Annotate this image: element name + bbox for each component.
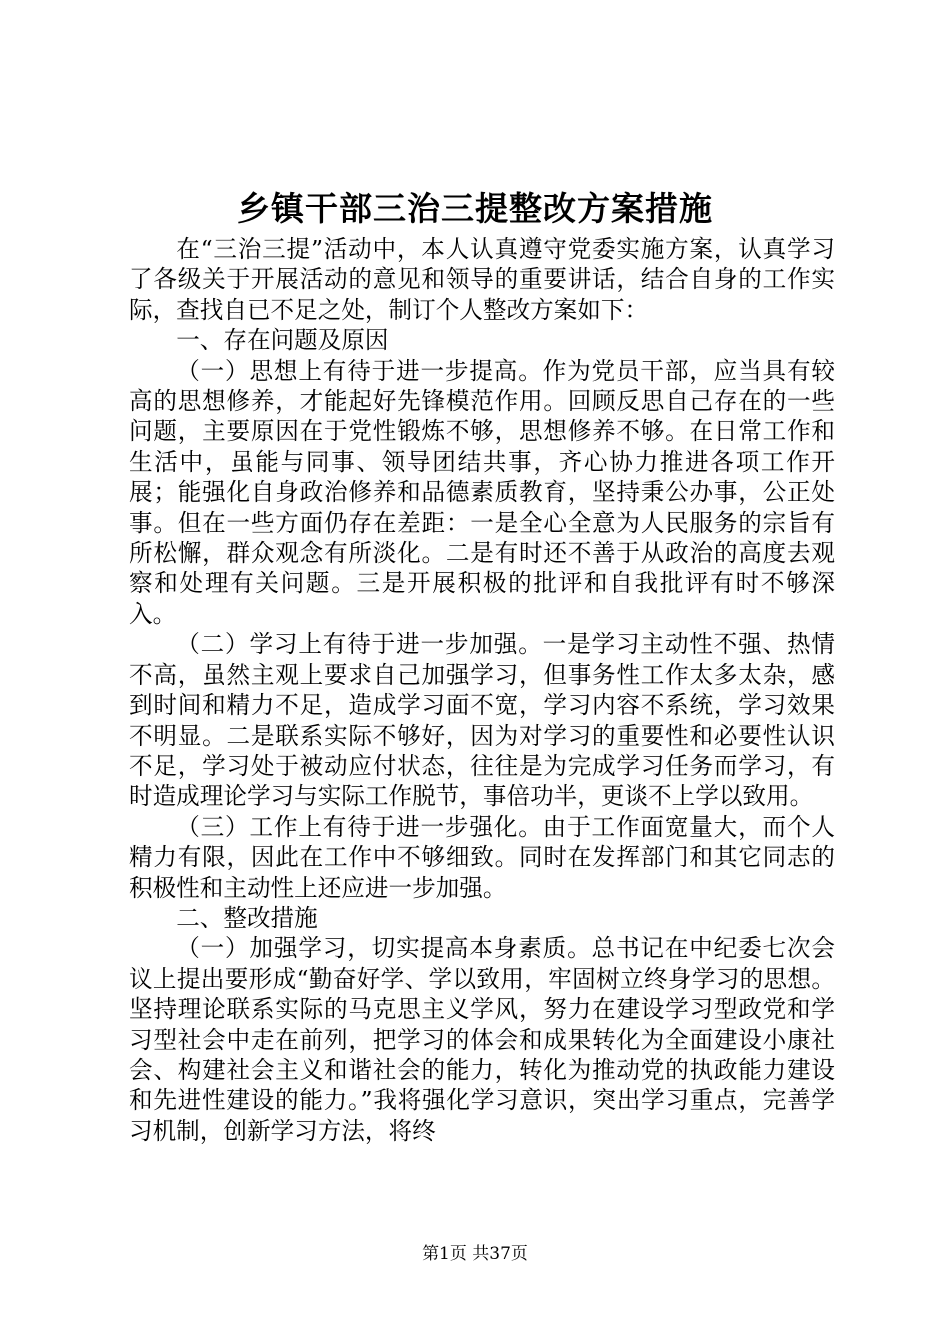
- paragraph-study: （二）学习上有待于进一步加强。一是学习主动性不强、热情不高，虽然主观上要求自己加强学习，但事务性工作太多太杂，感到时间和精力不足，造成学习面不宽，学习内容不系统，学习效果不明显。二是联系实际不够好，因为对学习的重要性和必要性认识不足，学习处于被动应付状态，往往是为完成学习任务而学习，有时造成理论学习与实际工作脱节，事倍功半，更谈不上学以致用。: [129, 630, 835, 811]
- paragraph-thought: （一）思想上有待于进一步提高。作为党员干部，应当具有较高的思想修养，才能起好先锋模范作用。回顾反思自己存在的一些问题，主要原因在于党性锻炼不够，思想修养不够。在日常工作和生活中，虽能与同事、领导团结共事，齐心协力推进各项工作开展；能强化自身政治修养和品德素质教育，坚持秉公办事，公正处事。但在一些方面仍存在差距：一是全心全意为人民服务的宗旨有所松懈，群众观念有所淡化。二是有时还不善于从政治的高度去观察和处理有关问题。三是开展积极的批评和自我批评有时不够深入。: [129, 356, 835, 628]
- section-heading-measures: 二、整改措施: [176, 903, 318, 932]
- section-heading-problems: 一、存在问题及原因: [176, 326, 389, 355]
- document-title: 乡镇干部三治三提整改方案措施: [237, 189, 713, 228]
- paragraph-work: （三）工作上有待于进一步强化。由于工作面宽量大，而个人精力有限，因此在工作中不够细致。同时在发挥部门和其它同志的积极性和主动性上还应进一步加强。: [129, 812, 835, 902]
- page-footer: 第1页 共37页: [422, 1244, 528, 1264]
- intro-paragraph: 在“三治三提”活动中，本人认真遵守党委实施方案，认真学习了各级关于开展活动的意见和领导的重要讲话，结合自身的工作实际，查找自已不足之处，制订个人整改方案如下：: [129, 235, 835, 324]
- paragraph-measure-study: （一）加强学习，切实提高本身素质。总书记在中纪委七次会议上提出要形成“勤奋好学、学以致用，牢固树立终身学习的思想。坚持理论联系实际的马克思主义学风，努力在建设学习型政党和学习型社会中走在前列，把学习的体会和成果转化为全面建设小康社会、构建社会主义和谐社会的能力，转化为推动党的执政能力建设和先进性建设的能力。”我将强化学习意识，突出学习重点，完善学习机制，创新学习方法，将终: [129, 934, 835, 1145]
- document-body: [129, 234, 835, 1146]
